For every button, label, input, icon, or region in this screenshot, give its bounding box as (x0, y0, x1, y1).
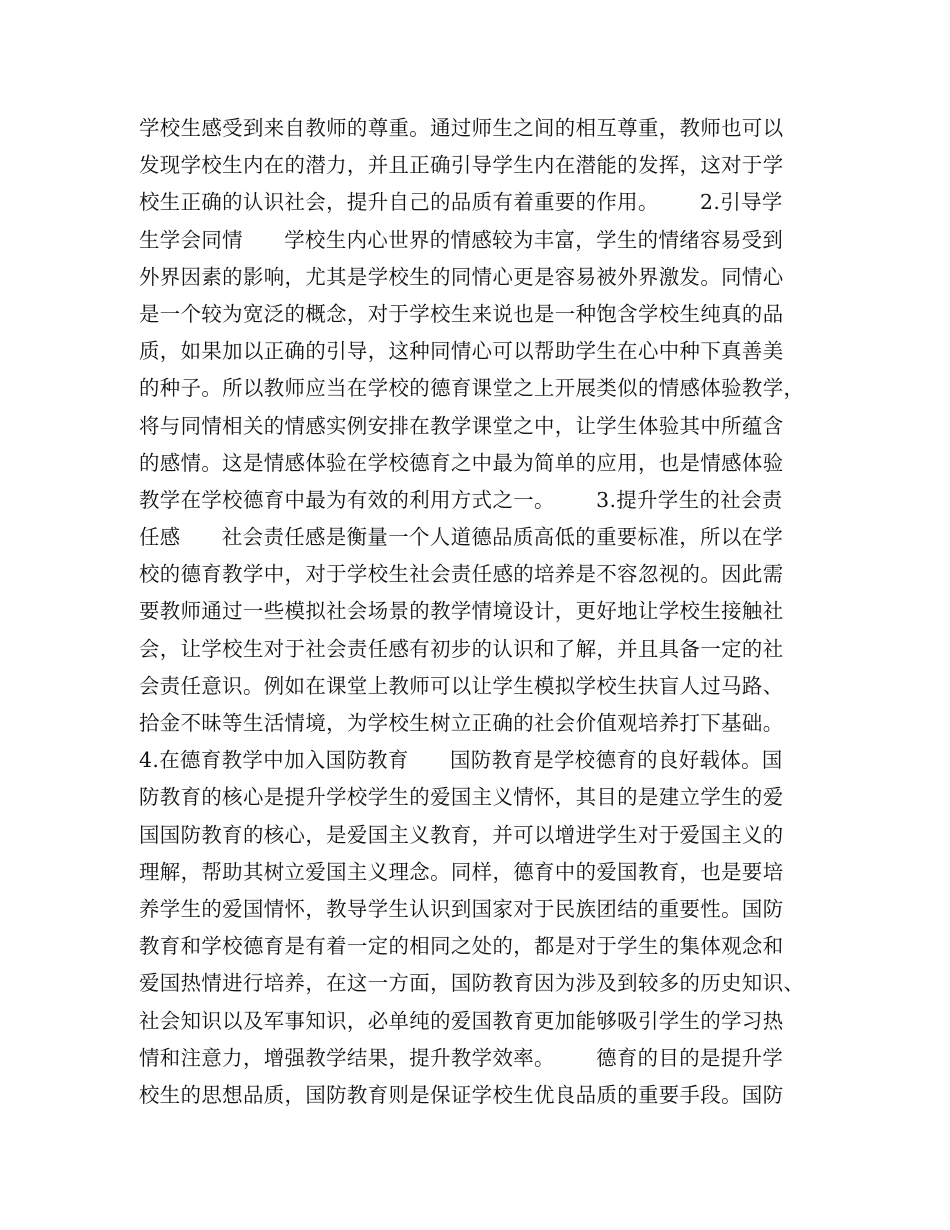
text-line: 防教育的核心是提升学校学生的爱国主义情怀，其目的是建立学生的爱 (139, 785, 784, 810)
text-line: 养学生的爱国情怀，教导学生认识到国家对于民族团结的重要性。国防 (139, 896, 784, 921)
text-line: 质，如果加以正确的引导，这种同情心可以帮助学生在心中种下真善美 (139, 339, 784, 364)
text-line: 会，让学校生对于社会责任感有初步的认识和了解，并且具备一定的社 (139, 636, 784, 661)
text-line: 校生的思想品质，国防教育则是保证学校生优良品质的重要手段。国防 (139, 1082, 784, 1107)
text-line: 的感情。这是情感体验在学校德育之中最为简单的应用，也是情感体验 (139, 450, 784, 475)
text-line: 社会知识以及军事知识，必单纯的爱国教育更加能够吸引学生的学习热 (139, 1008, 784, 1033)
text-line: 校的德育教学中，对于学校生社会责任感的培养是不容忽视的。因此需 (139, 562, 784, 587)
text-line: 校生正确的认识社会，提升自己的品质有着重要的作用。 2.引导学 (139, 190, 783, 215)
text-line: 学校生感受到来自教师的尊重。通过师生之间的相互尊重，教师也可以 (139, 116, 784, 140)
text-line: 将与同情相关的情感实例安排在教学课堂之中，让学生体验其中所蕴含 (139, 413, 784, 438)
text-line: 教学在学校德育中最为有效的利用方式之一。 3.提升学生的社会责 (139, 487, 783, 512)
text-line: 是一个较为宽泛的概念，对于学校生来说也是一种饱含学校生纯真的品 (139, 301, 784, 326)
text-line: 国国防教育的核心，是爱国主义教育，并可以增进学生对于爱国主义的 (139, 822, 784, 847)
text-line: 的种子。所以教师应当在学校的德育课堂之上开展类似的情感体验教学， (139, 376, 805, 401)
text-line: 教育和学校德育是有着一定的相同之处的，都是对于学生的集体观念和 (139, 934, 784, 959)
text-line: 生学会同情 学校生内心世界的情感较为丰富，学生的情绪容易受到 (139, 227, 784, 252)
text-line: 爱国热情进行培养，在这一方面，国防教育因为涉及到较多的历史知识、 (139, 971, 805, 996)
text-line: 外界因素的影响，尤其是学校生的同情心更是容易被外界激发。同情心 (139, 264, 784, 289)
body-text (139, 110, 839, 1114)
text-line: 情和注意力，增强教学结果，提升教学效率。 德育的目的是提升学 (139, 1045, 784, 1070)
text-line: 会责任意识。例如在课堂上教师可以让学生模拟学校生扶盲人过马路、 (139, 673, 784, 698)
text-line: 任感 社会责任感是衡量一个人道德品质高低的重要标准，所以在学 (139, 525, 784, 550)
text-line: 要教师通过一些模拟社会场景的教学情境设计，更好地让学校生接触社 (139, 599, 784, 624)
text-line: 4.在德育教学中加入国防教育 国防教育是学校德育的良好载体。国 (139, 748, 783, 773)
text-line: 拾金不昧等生活情境，为学校生树立正确的社会价值观培养打下基础。 (139, 711, 784, 735)
text-line: 发现学校生内在的潜力，并且正确引导学生内在潜能的发挥，这对于学 (139, 153, 784, 178)
text-line: 理解，帮助其树立爱国主义理念。同样，德育中的爱国教育，也是要培 (139, 859, 784, 884)
